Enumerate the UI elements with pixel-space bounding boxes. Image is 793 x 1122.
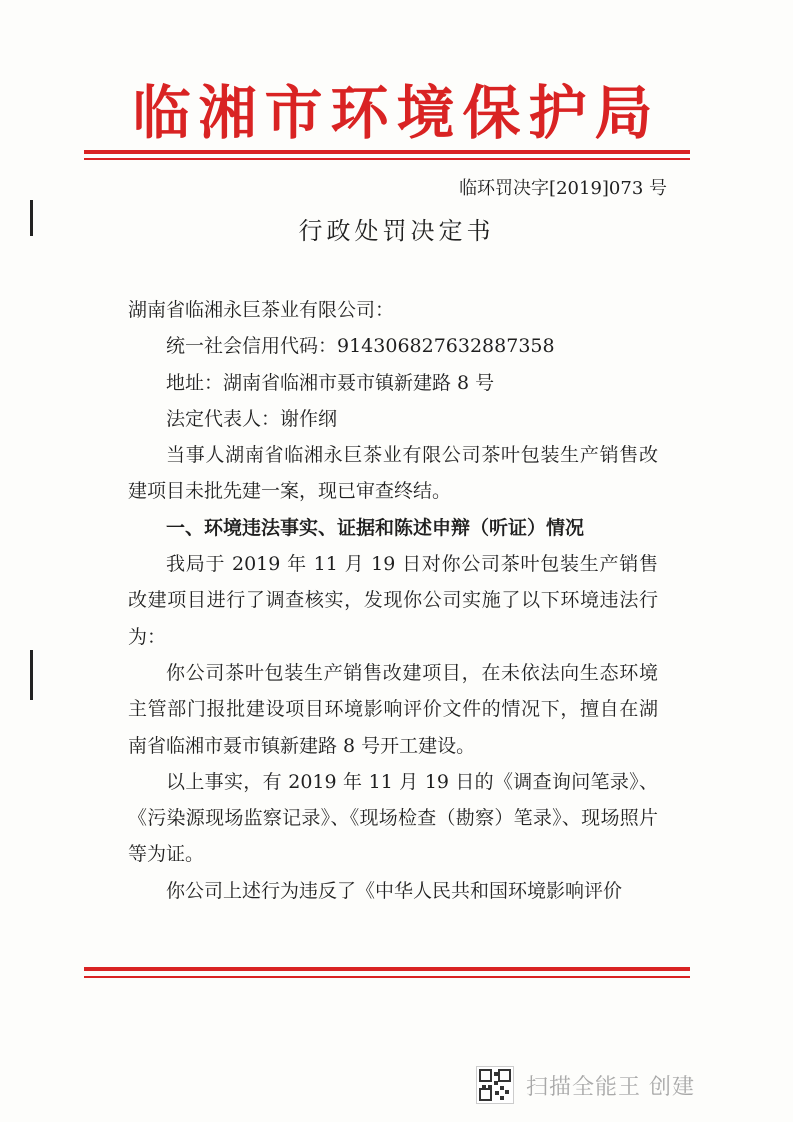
paragraph-evidence: 以上事实，有 2019 年 11 月 19 日的《调查询问笔录》、《污染源现场监察记录》、《现场检查（勘察）笔录》、现场照片等为证。 <box>128 770 658 866</box>
paragraph-investigation: 我局于 2019 年 11 月 19 日对你公司茶叶包装生产销售改建项目进行了调查核实，发现你公司实施了以下环境违法行为： <box>128 553 658 648</box>
qr-code-icon <box>476 1066 514 1104</box>
document-title: 行政处罚决定书 <box>298 217 495 245</box>
address-line: 地址：湖南省临湘市聂市镇新建路 8 号 <box>166 371 495 394</box>
paragraph-violation: 你公司茶叶包装生产销售改建项目，在未依法向生态环境主管部门报批建设项目环境影响评价文件的情况下，擅自在湖南省临湘市聂市镇新建路 8 号开工建设。 <box>128 661 658 757</box>
recipient-line: 湖南省临湘永巨茶业有限公司： <box>128 299 395 321</box>
binding-mark <box>30 650 33 700</box>
footer-rule-thick <box>84 967 690 971</box>
section-heading: 一、环境违法事实、证据和陈述申辩（听证）情况 <box>166 516 585 539</box>
document-number: 临环罚决字[2019]073 号 <box>459 178 667 199</box>
scanner-watermark <box>476 1066 695 1104</box>
watermark-text: 扫描全能王 创建 <box>526 1074 695 1100</box>
representative-line: 法定代表人：谢作纲 <box>166 407 338 430</box>
credit-code-line: 统一社会信用代码：914306827632887358 <box>166 335 555 358</box>
header-rule-thin <box>84 158 690 160</box>
header-rule-thick <box>84 150 690 154</box>
document-body <box>128 292 658 909</box>
footer-rule-thin <box>84 976 690 978</box>
agency-letterhead-title: 临湘市环境保护局 <box>132 79 661 147</box>
paragraph-legal-basis: 你公司上述行为违反了《中华人民共和国环境影响评价 <box>166 879 623 902</box>
intro-paragraph: 当事人湖南省临湘永巨茶业有限公司茶叶包装生产销售改建项目未批先建一案，现已审查终结。 <box>128 444 658 503</box>
